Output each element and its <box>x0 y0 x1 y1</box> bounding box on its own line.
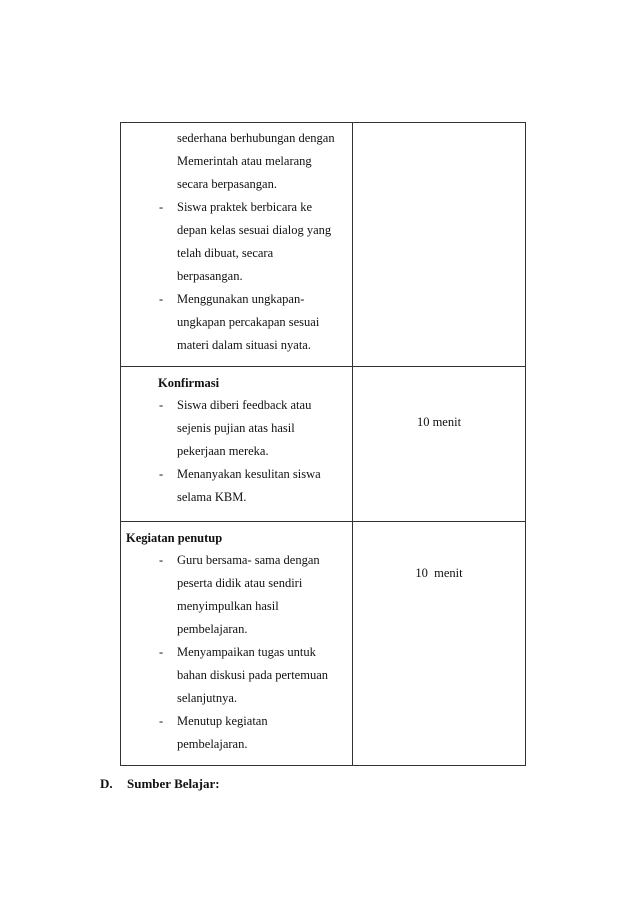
duration-cell <box>353 522 526 766</box>
bullet-dash: - <box>159 200 164 214</box>
section-number: D. <box>100 776 113 791</box>
table-row <box>121 522 526 766</box>
list-item: - Menyampaikan tugas untuk bahan diskusi pada pertemuan selanjutnya. <box>121 641 352 710</box>
section-heading-penutup: Kegiatan penutup <box>126 531 223 545</box>
list-item: - Siswa praktek berbicara ke depan kelas sesuai dialog yang telah dibuat, secara berpasangan. <box>121 196 352 288</box>
list-item: - Menutup kegiatan pembelajaran. <box>121 710 352 756</box>
duration-cell <box>353 123 526 367</box>
section-heading-sumber-belajar <box>100 776 220 792</box>
bullet-dash: - <box>159 645 164 659</box>
section-title: Sumber Belajar: <box>127 776 220 791</box>
list-item: - Menanyakan kesulitan siswa selama KBM. <box>121 463 352 509</box>
lesson-activity-table <box>120 122 526 766</box>
bullet-dash: - <box>159 292 164 306</box>
activity-cell <box>121 522 353 766</box>
list-item: - Guru bersama- sama dengan peserta didik atau sendiri menyimpulkan hasil pembelajaran. <box>121 549 352 641</box>
bullet-dash: - <box>159 398 164 412</box>
table-row <box>121 123 526 367</box>
bullet-dash: - <box>159 714 164 728</box>
duration-text: 10 menit <box>416 415 462 429</box>
bullet-dash: - <box>159 467 164 481</box>
duration-text: 10 menit <box>415 566 463 580</box>
duration-cell <box>353 367 526 522</box>
bullet-dash: - <box>159 553 164 567</box>
list-item: - Siswa diberi feedback atau sejenis pujian atas hasil pekerjaan mereka. <box>121 394 352 463</box>
list-item: - Menggunakan ungkapan- ungkapan percakapan sesuai materi dalam situasi nyata. <box>121 288 352 357</box>
activity-cell <box>121 367 353 522</box>
section-heading-konfirmasi: Konfirmasi <box>158 376 220 390</box>
continuation-text: sederhana berhubungan dengan Memerintah atau melarang secara berpasangan. <box>177 131 335 191</box>
activity-cell <box>121 123 353 367</box>
table-row <box>121 367 526 522</box>
